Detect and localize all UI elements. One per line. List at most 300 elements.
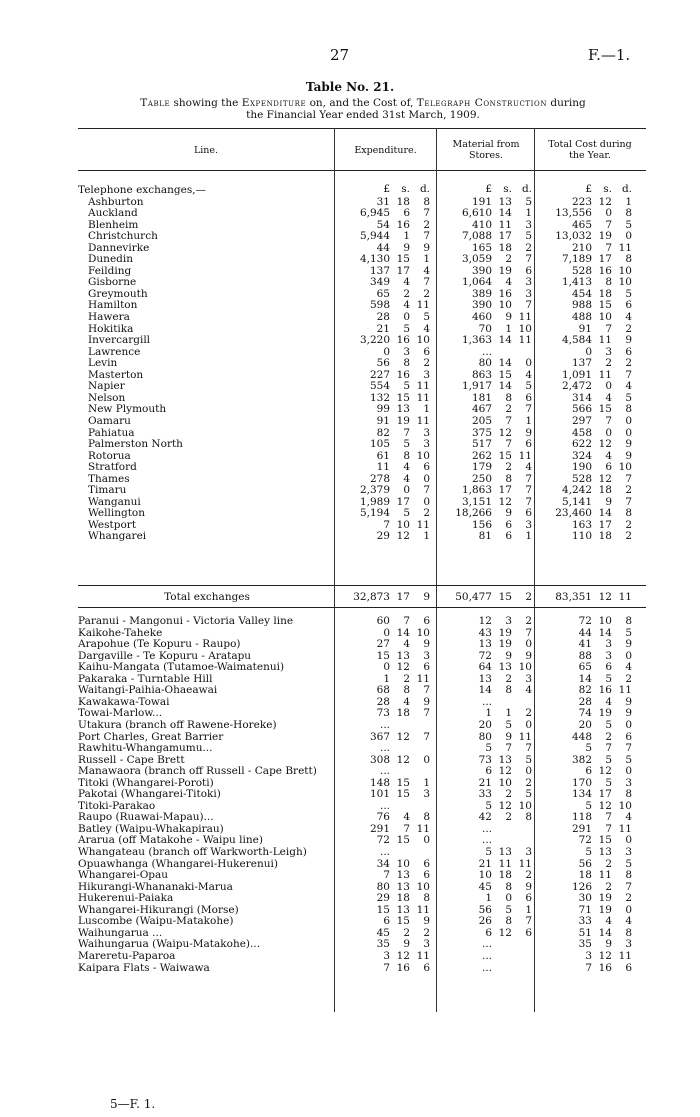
pence-value: 3 [625,846,632,858]
pounds-value: 410 [471,218,492,231]
shillings-value: 17 [396,264,410,277]
pounds-value: 43 [478,626,492,639]
pence-value: 0 [423,834,430,847]
pence-value: 6 [423,869,430,882]
pounds-value: 82 [376,426,390,439]
pounds-value: 56 [578,857,592,870]
pence-value: 5 [625,626,632,639]
pounds-value: 28 [578,695,592,708]
pence-value: 4 [525,461,532,474]
pence-value: 2 [525,776,532,789]
shillings-value: 12 [396,753,410,766]
pence-value: 5 [625,857,632,870]
line-name: Telephone exchanges,— [78,184,207,196]
shillings-value: 4 [605,449,612,462]
pounds-value: 56 [376,357,390,370]
pounds-value: 80 [478,357,492,370]
caption-word: Expenditure [241,97,307,109]
pence-value: 0 [423,753,430,766]
pence-value: 10 [416,626,430,639]
shillings-value: 19 [498,638,512,651]
shillings-value: 18 [498,241,512,254]
pence-value: 7 [525,915,532,928]
shillings-value: 8 [403,449,410,462]
table-row [0,847,700,858]
pounds-value: 390 [471,299,492,312]
pence-value: 6 [525,264,532,277]
shillings-value: 4 [403,276,410,289]
pence-value: 0 [525,357,532,370]
shillings-value: 17 [498,484,512,497]
table-row [0,685,700,696]
pounds-value: 81 [478,530,492,543]
shillings-value: 5 [605,753,612,766]
shillings-value: 16 [396,334,410,347]
pence-value: 7 [423,484,430,497]
table-row [0,928,700,939]
shillings-value: 4 [403,638,410,651]
pence-value: 7 [625,880,632,893]
shillings-value: 3 [403,345,410,358]
pence-value: 5 [525,788,532,801]
line-name: Nelson [88,391,126,404]
shillings-value: 14 [598,926,612,939]
shillings-value: 18 [598,484,612,497]
shillings-value: 9 [605,495,612,508]
pounds-value: 7,088 [461,230,492,243]
shillings-value: 17 [396,591,410,603]
caption-word: showing the [170,97,242,109]
pounds-value: 1,091 [561,368,592,381]
line-name: Dannevirke [88,241,150,254]
table-row [0,520,700,531]
pounds-value: 517 [471,438,492,451]
pence-value: 6 [625,299,632,312]
pence-value: 8 [625,403,632,416]
pence-value: 2 [423,507,430,520]
pence-value: 10 [618,799,632,812]
pounds-value: 33 [478,788,492,801]
shillings-value: 4 [403,461,410,474]
shillings-value: 13 [396,903,410,916]
shillings-value: 2 [605,880,612,893]
pounds-value: 35 [376,938,390,951]
pounds-value: 80 [376,880,390,893]
line-name: Palmerston North [88,438,183,451]
table-row [0,277,700,288]
shillings-value: 11 [498,857,512,870]
shillings-value: 6 [605,461,612,474]
pounds-value: 262 [471,449,492,462]
pounds-value: 314 [571,391,592,404]
shillings-value: 12 [498,426,512,439]
shillings-value: 0 [505,892,512,905]
line-name: Whangarei [88,530,147,543]
shillings-value: 15 [598,403,612,416]
pounds-value: 29 [376,530,390,543]
pounds-value: 390 [471,264,492,277]
shillings-value: 7 [605,822,612,835]
line-name: Manawaora (branch off Russell - Cape Brett) [78,765,317,778]
shillings-value: 8 [605,276,612,289]
table-row [0,220,700,231]
pounds-value: 1 [485,892,492,905]
table-row [0,835,700,846]
shillings-value: 13 [498,846,512,858]
pounds-value: 448 [571,730,592,743]
pounds-value: 65 [578,661,592,674]
pounds-value: 4,584 [561,334,592,347]
pounds-value: 51 [578,926,592,939]
shillings-value: 9 [505,730,512,743]
line-name: Hamilton [88,299,138,312]
pounds-value: 1,064 [461,276,492,289]
pence-value: 1 [625,195,632,208]
pence-value: 9 [423,638,430,651]
pounds-value: 2,379 [359,484,390,497]
pence-value: 3 [423,938,430,951]
table-row [0,439,700,450]
table-row [0,381,700,392]
shillings-value: 9 [403,938,410,951]
pence-value: 11 [618,241,632,254]
shillings-value: 2 [403,672,410,685]
pence-value: 11 [416,949,430,962]
shillings-value: 12 [498,926,512,939]
pence-value: d. [621,183,632,195]
shillings-value: 6 [605,661,612,674]
pence-value: 2 [625,484,632,497]
pounds-value: 126 [571,880,592,893]
pounds-value: 5,944 [359,230,390,243]
pounds-value: 44 [578,626,592,639]
pence-value: 7 [625,742,632,755]
pounds-value: 65 [376,287,390,300]
pounds-value: 32,873 [353,591,390,603]
pence-value: 6 [525,926,532,939]
line-name: Russell - Cape Brett [78,753,185,766]
pounds-value: 91 [376,414,390,427]
pence-value: 5 [525,753,532,766]
table-row [0,616,700,627]
table-row [0,743,700,754]
pounds-value: 148 [369,776,390,789]
pence-value: 9 [625,638,632,651]
pence-value: 5 [625,391,632,404]
pounds-value: 61 [376,449,390,462]
table-row [0,254,700,265]
pence-value: 3 [525,846,532,858]
shillings-value: 16 [396,368,410,381]
pence-value: 10 [518,322,532,335]
pence-value: 7 [625,495,632,508]
table-row [0,720,700,731]
line-name: Invercargill [88,334,151,347]
shillings-value: 7 [403,822,410,835]
table-row [0,859,700,870]
pence-value: 0 [625,426,632,439]
pounds-value: 23,460 [555,507,592,520]
nil-value: ... [481,822,492,835]
shillings-value: 8 [403,357,410,370]
shillings-value: 14 [498,380,512,393]
pounds-value: 82 [578,684,592,697]
pounds-value: 622 [571,438,592,451]
pounds-value: 190 [571,461,592,474]
pence-value: 3 [423,788,430,801]
pence-value: 9 [625,707,632,720]
line-name: Masterton [88,368,144,381]
pence-value: 11 [416,391,430,404]
table-row [0,347,700,358]
pence-value: 2 [625,672,632,685]
pounds-value: 488 [571,311,592,323]
pence-value: 3 [423,426,430,439]
line-name: Raupo (Ruawai-Mapau)... [78,811,214,824]
pounds-value: 863 [471,368,492,381]
nil-value: ... [379,846,390,858]
shillings-value: 7 [605,218,612,231]
header-bottom-rule [78,170,646,171]
table-row [0,651,700,662]
line-name: Westport [88,518,137,531]
pence-value: 7 [525,484,532,497]
pence-value: 6 [625,730,632,743]
shillings-value: 17 [598,518,612,531]
shillings-value: 14 [498,334,512,347]
pounds-value: 64 [478,661,492,674]
pence-value: 9 [423,915,430,928]
pence-value: 2 [525,241,532,254]
pence-value: 3 [525,672,532,685]
shillings-value: 10 [498,776,512,789]
table-row [0,208,700,219]
table-row [0,335,700,346]
shillings-value: 9 [403,241,410,254]
pence-value: 6 [525,391,532,404]
pence-value: 6 [423,461,430,474]
pence-value: 7 [525,403,532,416]
line-name: Timaru [88,484,127,497]
pence-value: 11 [518,730,532,743]
pounds-value: 15 [376,649,390,662]
pounds-value: 13 [478,672,492,685]
pounds-value: 6 [485,765,492,778]
pounds-value: 3,220 [359,334,390,347]
caption-word: Telegraph Construction [416,97,548,109]
shillings-value: 15 [396,391,410,404]
pence-value: 2 [423,218,430,231]
table-row [0,289,700,300]
shillings-value: 7 [605,322,612,335]
pounds-value: 13,032 [555,230,592,243]
shillings-value: 12 [498,495,512,508]
pence-value: 7 [525,253,532,266]
shillings-value: 12 [498,799,512,812]
shillings-value: 7 [505,414,512,427]
pounds-value: 72 [578,834,592,847]
pence-value: 10 [618,264,632,277]
pence-value: 7 [423,230,430,243]
pence-value: 8 [625,507,632,520]
pence-value: 7 [525,472,532,485]
shillings-value: 12 [598,765,612,778]
shillings-value: 19 [598,892,612,905]
shillings-value: 13 [396,649,410,662]
pounds-value: 44 [376,241,390,254]
caption-line-2: the Financial Year ended 31st March, 1909. [246,109,480,121]
pence-value: 2 [525,869,532,882]
shillings-value: 17 [498,230,512,243]
table-row [0,197,700,208]
pence-value: 10 [518,799,532,812]
line-name: Pahiatua [88,426,135,439]
shillings-value: 15 [396,834,410,847]
shillings-value: 5 [505,903,512,916]
document-reference: F.—1. [588,46,631,64]
shillings-value: 19 [498,264,512,277]
shillings-value: 16 [396,961,410,974]
pence-value: 3 [525,518,532,531]
pounds-value: 13,556 [555,207,592,220]
pounds-value: 297 [571,414,592,427]
shillings-value: 7 [605,811,612,824]
shillings-value: 13 [498,195,512,208]
pence-value: 1 [525,530,532,543]
line-name: Towai-Marlow... [78,707,163,720]
shillings-value: 3 [605,649,612,662]
pounds-value: 3,059 [461,253,492,266]
pence-value: 7 [423,707,430,720]
shillings-value: 4 [403,299,410,312]
pence-value: d. [419,183,430,195]
shillings-value: 12 [396,949,410,962]
pence-value: 11 [416,903,430,916]
pence-value: 9 [625,695,632,708]
pence-value: 9 [625,334,632,347]
pence-value: 9 [423,241,430,254]
pence-value: 11 [416,518,430,531]
nil-value: ... [379,718,390,731]
pounds-value: 1,363 [461,334,492,347]
shillings-value: 12 [598,195,612,208]
nil-value: ... [481,961,492,974]
pence-value: 11 [618,949,632,962]
pence-value: 8 [423,195,430,208]
shillings-value: 2 [505,672,512,685]
pence-value: 0 [625,718,632,731]
pounds-value: 179 [471,461,492,474]
shillings-value: 9 [605,938,612,951]
pence-value: 1 [525,207,532,220]
header-line: Line. [193,145,219,156]
pounds-value: 598 [369,299,390,312]
pounds-value: 45 [376,926,390,939]
shillings-value: 10 [396,518,410,531]
pounds-value: 3,151 [461,495,492,508]
shillings-value: 6 [403,207,410,220]
shillings-value: 16 [598,961,612,974]
pence-value: 2 [625,518,632,531]
pounds-value: £ [585,183,592,195]
shillings-value: 7 [403,615,410,627]
pounds-value: 31 [376,195,390,208]
table-row [0,393,700,404]
pence-value: 0 [423,472,430,485]
line-name: Greymouth [88,287,148,300]
nil-value: ... [379,742,390,755]
line-name: Ashburton [88,195,144,208]
shillings-value: 15 [498,591,512,603]
shillings-value: 8 [505,472,512,485]
nil-value: ... [481,695,492,708]
shillings-value: 12 [396,661,410,674]
shillings-value: 5 [403,507,410,520]
pounds-value: 27 [376,638,390,651]
pounds-value: 291 [369,822,390,835]
nil-value: ... [481,949,492,962]
pence-value: 0 [625,414,632,427]
pounds-value: 554 [369,380,390,393]
line-name: Levin [88,357,118,370]
total-top-rule [78,585,646,586]
line-name: Arapohue (Te Kopuru - Raupo) [78,638,241,651]
pounds-value: 165 [471,241,492,254]
pounds-value: 60 [376,615,390,627]
pounds-value: 5,141 [561,495,592,508]
pence-value: 6 [423,615,430,627]
shillings-value: 18 [396,195,410,208]
pence-value: 0 [625,903,632,916]
shillings-value: 15 [396,915,410,928]
shillings-value: 13 [396,880,410,893]
pence-value: 8 [625,253,632,266]
table-row [0,531,700,542]
line-name: Paranui - Mangonui - Victoria Valley line [78,615,294,627]
table-row [0,404,700,415]
pounds-value: 1,989 [359,495,390,508]
pounds-value: 278 [369,472,390,485]
shillings-value: 3 [605,345,612,358]
shillings-value: 2 [403,926,410,939]
pence-value: 11 [416,380,430,393]
pounds-value: £ [383,183,390,195]
shillings-value: 10 [498,299,512,312]
pounds-value: 56 [478,903,492,916]
pence-value: 6 [423,857,430,870]
shillings-value: 17 [598,253,612,266]
nil-value: ... [379,799,390,812]
table-row [0,370,700,381]
pounds-value: 76 [376,811,390,824]
table-row [0,732,700,743]
pence-value: 4 [625,380,632,393]
pence-value: 1 [423,776,430,789]
shillings-value: 3 [605,638,612,651]
shillings-value: s. [603,183,612,195]
line-name: Titoki (Whangarei-Poroti) [78,776,214,789]
table-row [0,243,700,254]
pounds-value: 5 [585,846,592,858]
shillings-value: 4 [403,811,410,824]
pounds-value: 91 [578,322,592,335]
shillings-value: 1 [403,230,410,243]
caption-word: on, and the Cost of, [306,97,417,109]
table-title: Table No. 21. [305,80,395,94]
shillings-value: 14 [598,507,612,520]
shillings-value: 13 [598,846,612,858]
table-row [0,674,700,685]
